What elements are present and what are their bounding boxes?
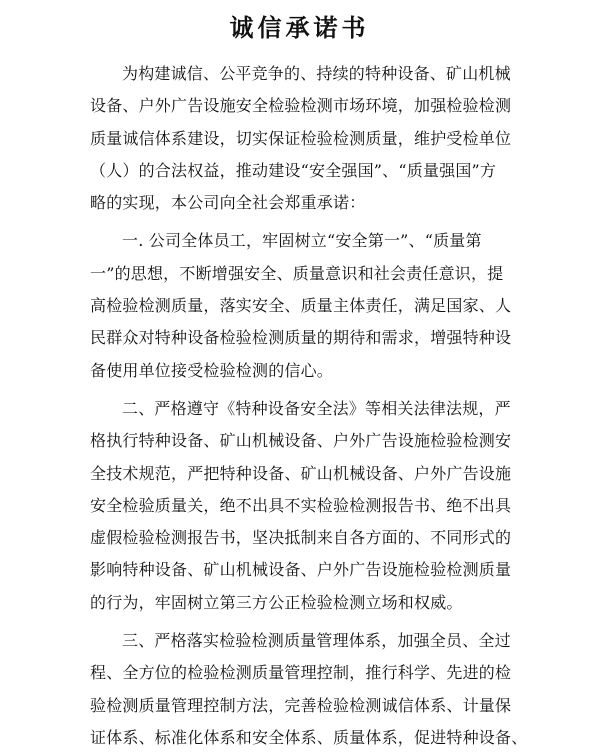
text-line: （人）的合法权益，推动建设“安全强国”、“质量强国”方 bbox=[90, 160, 497, 180]
paragraph-commitment-2 bbox=[90, 393, 520, 619]
text-line: 为构建诚信、公平竞争的、持续的特种设备、矿山机械 bbox=[122, 64, 511, 83]
document-title: 诚信承诺书 bbox=[229, 14, 370, 42]
text-line: 备使用单位接受检验检测的信心。 bbox=[90, 360, 334, 380]
text-line: 二、严格遵守《特种设备安全法》等相关法律法规，严 bbox=[122, 398, 511, 418]
document-body bbox=[90, 58, 528, 754]
text-line: 三、严格落实检验检测质量管理体系，加强全员、全过 bbox=[122, 631, 511, 651]
text-line: 一”的思想，不断增强安全、质量意识和社会责任意识，提 bbox=[90, 263, 504, 283]
text-line: 全技术规范，严把特种设备、矿山机械设备、户外广告设施 bbox=[90, 463, 512, 483]
paragraph-commitment-1 bbox=[90, 225, 520, 386]
text-line: 验检测质量管理控制方法，完善检验检测诚信体系、计量保 bbox=[90, 695, 512, 715]
text-line: 一. 公司全体员工，牢固树立“安全第一”、“质量第 bbox=[122, 231, 482, 251]
text-line: 质量诚信体系建设，切实保证检验检测质量，维护受检单位 bbox=[90, 128, 512, 148]
text-line: 程、全方位的检验检测质量管理控制，推行科学、先进的检 bbox=[90, 663, 512, 683]
text-line: 略的实现，本公司向全社会郑重承诺： bbox=[90, 193, 366, 213]
text-line: 的行为，牢固树立第三方公正检验检测立场和权威。 bbox=[90, 592, 463, 612]
paragraph-preamble bbox=[90, 58, 520, 219]
text-line: 格执行特种设备、矿山机械设备、户外广告设施检验检测安 bbox=[90, 431, 512, 451]
text-line: 安全检验质量关，绝不出具不实检验检测报告书、绝不出具 bbox=[90, 495, 512, 515]
paragraph-commitment-3 bbox=[90, 625, 528, 754]
text-line: 证体系、标准化体系和安全体系、质量体系，促进特种设备、 bbox=[90, 727, 528, 747]
text-line: 影响特种设备、矿山机械设备、户外广告设施检验检测质量 bbox=[90, 560, 512, 580]
text-line: 虚假检验检测报告书，坚决抵制来自各方面的、不同形式的 bbox=[90, 528, 512, 548]
text-line: 设备、户外广告设施安全检验检测市场环境，加强检验检测 bbox=[90, 96, 512, 116]
text-line: 高检验检测质量，落实安全、质量主体责任，满足国家、人 bbox=[90, 296, 512, 316]
text-line: 民群众对特种设备检验检测质量的期待和需求，增强特种设 bbox=[90, 328, 512, 348]
